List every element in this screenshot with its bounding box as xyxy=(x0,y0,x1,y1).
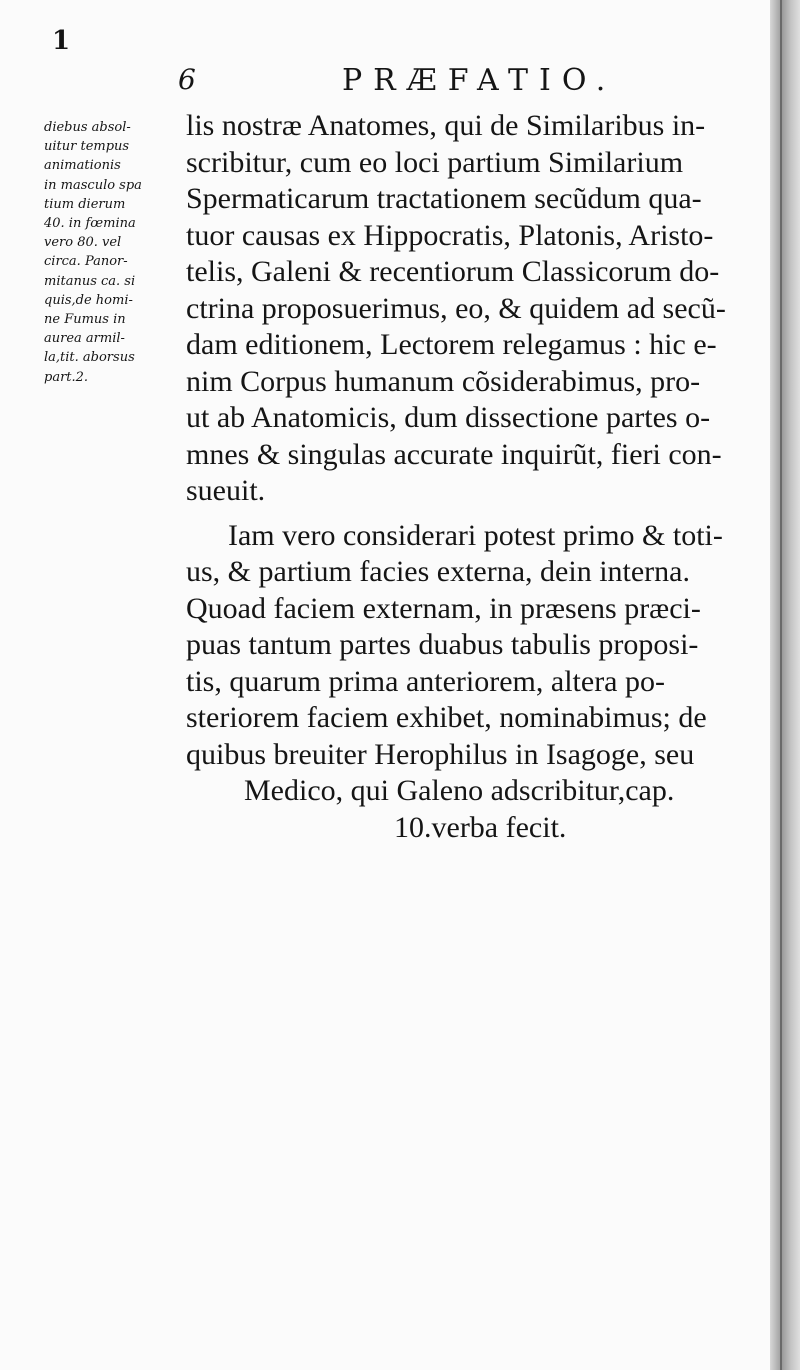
text-line: telis, Galeni & recentiorum Classicorum do- xyxy=(186,255,720,288)
page-edge-shadow xyxy=(770,0,800,1370)
page-number: 6 xyxy=(178,63,196,96)
marginal-note-line: 40. in fœmina xyxy=(44,216,136,232)
marginal-note-line: in masculo spa xyxy=(44,177,142,193)
text-line: ut ab Anatomicis, dum dissectione partes o- xyxy=(186,401,711,434)
paragraph-gap xyxy=(186,510,768,518)
text-line: ctrina proposuerimus, eo, & quidem ad secũ- xyxy=(186,291,726,325)
marginal-note-line: mitanus ca. si xyxy=(44,273,136,289)
corner-mark: 1 xyxy=(52,26,71,56)
text-line: quibus breuiter Herophilus in Isagoge, seu xyxy=(186,737,695,771)
text-line: 10.verba fecit. xyxy=(394,810,567,844)
marginal-note-line: la,tit. aborsus xyxy=(44,350,135,366)
paragraph-2 xyxy=(186,518,768,847)
body-text xyxy=(186,108,768,846)
text-line: dam editionem, Lectorem relegamus : hic e- xyxy=(186,328,717,361)
text-line: tuor causas ex Hippocratis, Platonis, Aristo- xyxy=(186,218,714,252)
text-line: sueuit. xyxy=(186,474,266,507)
text-line: Iam vero considerari potest primo & toti- xyxy=(228,518,723,552)
text-line: lis nostræ Anatomes, qui de Similaribus in- xyxy=(186,109,706,142)
text-line: nim Corpus humanum cõsiderabimus, pro- xyxy=(186,364,701,398)
text-line: mnes & singulas accurate inquirũt, fieri con- xyxy=(186,437,722,471)
marginal-note-line: vero 80. vel xyxy=(44,235,122,251)
marginal-note-line: tium dierum xyxy=(44,196,126,212)
text-line: steriorem faciem exhibet, nominabimus; de xyxy=(186,701,707,734)
marginal-note-line: uitur tempus xyxy=(44,139,130,155)
marginal-note-line: quis,de homi- xyxy=(44,292,133,308)
marginal-note-line: diebus absol- xyxy=(44,120,131,135)
text-line: us, & partium facies externa, dein interna. xyxy=(186,555,690,588)
marginal-note xyxy=(44,118,186,387)
page-edge-line xyxy=(780,0,782,1370)
text-line: scribitur, cum eo loci partium Similarium xyxy=(186,145,684,179)
marginal-note-line: part.2. xyxy=(44,369,89,385)
marginal-note-line: animationis xyxy=(44,158,121,174)
marginal-note-line: aurea armil- xyxy=(44,331,125,347)
running-head: PRÆFATIO. xyxy=(342,63,617,98)
text-line: puas tantum partes duabus tabulis proposi- xyxy=(186,628,699,661)
text-line: Medico, qui Galeno adscribitur,cap. xyxy=(244,774,675,807)
text-line: tis, quarum prima anteriorem, altera po- xyxy=(186,664,665,698)
marginal-note-line: ne Fumus in xyxy=(44,312,126,328)
text-line: Spermaticarum tractationem secũdum qua- xyxy=(186,182,702,215)
marginal-note-line: circa. Panor- xyxy=(44,254,128,270)
paragraph-1 xyxy=(186,108,768,510)
text-line: Quoad faciem externam, in præsens præci- xyxy=(186,591,701,625)
